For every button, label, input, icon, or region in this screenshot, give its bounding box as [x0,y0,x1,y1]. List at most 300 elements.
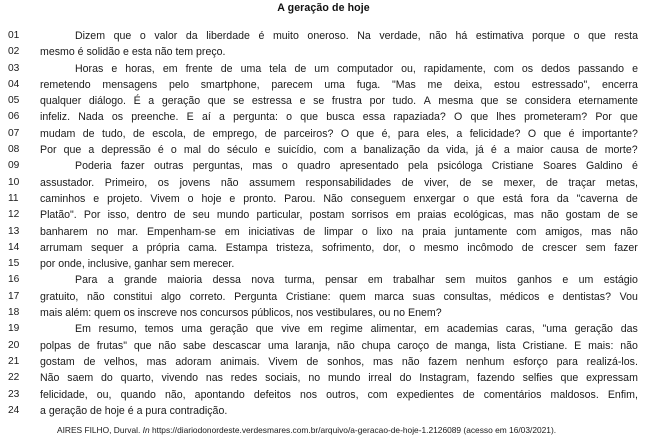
word: dentistas? [562,290,611,303]
word: "caverna [576,192,618,205]
word: caminhos [40,192,86,205]
word: iniciativas [248,225,295,238]
word: suas [412,290,435,303]
word: de [193,127,206,140]
word: um [314,62,330,75]
word: Cristiane. [522,339,568,352]
word: pergunta: [233,111,278,124]
word: a [107,274,114,287]
word: marca [374,290,404,303]
word: e [111,62,118,75]
word: smartphone, [200,78,260,91]
word: sorrisos [351,209,389,222]
word: projeto. [107,192,143,205]
word: o [286,111,293,124]
word: polpas [40,339,72,352]
text-line [0,240,647,256]
line-number: 07 [8,127,20,139]
word: mesmo [423,241,459,254]
word: qualquer [40,95,82,108]
word: computador [337,62,394,75]
word: própria [146,241,180,254]
line-text [40,224,638,240]
word: causa [550,144,579,157]
word: outros, [326,388,359,401]
word: o [409,241,416,254]
word: uma [240,62,262,75]
word: deixa, [454,78,483,91]
word: turma, [284,274,315,287]
line-number: 16 [8,274,20,286]
word: de [607,209,620,222]
word: da [185,30,198,42]
word: resta [614,30,638,42]
word: conseguem [350,192,406,205]
word: os [157,176,169,189]
word: os [111,111,124,124]
line-number: 14 [8,241,20,253]
word: os [521,62,534,75]
line-number: 05 [8,95,20,107]
word: Cristiane [491,160,534,173]
word: não [158,339,177,352]
word: nas [205,372,223,385]
word: mas [591,225,612,238]
word: ou, [96,388,112,401]
word: realizá-los. [586,355,638,368]
word: gratuito, [40,290,79,303]
word: Platão". [40,209,77,222]
word: Instagram, [419,372,470,385]
word: parecem [271,78,313,91]
word: geração [574,323,613,336]
word: dentro [136,209,167,222]
word: apresentado [339,160,399,173]
line-text [40,77,638,93]
word: horas, [125,62,155,75]
word: Não [323,192,343,205]
word: que [113,30,132,42]
line-text: a geração de hoje é a pura contradição. [40,404,228,417]
word: é [632,160,638,173]
word: se [481,176,494,189]
word: O [340,127,350,140]
line-number: 01 [8,30,20,41]
line-number: 19 [8,323,20,335]
word: jovens [179,176,211,189]
word: me [427,78,443,91]
word: não [220,176,239,189]
text-line [0,126,647,142]
word: sem [445,274,466,287]
word: gostam [40,355,75,368]
text-line [0,93,647,109]
word: diálogo. [88,95,126,108]
word: E [186,111,194,124]
word: que [543,127,562,140]
text-line [0,28,647,44]
word: emprego, [212,127,258,140]
word: Na [357,30,371,42]
word: sonhos, [327,355,365,368]
word: tudo. [392,95,417,108]
word: que [207,95,226,108]
word: mas [372,355,393,368]
word: em [307,323,323,336]
word: Enfim, [607,388,638,401]
word: outras [153,160,184,173]
word: Pergunta [234,290,278,303]
source-access-date: (acesso em 16/03/2021). [463,425,557,435]
text-line [0,354,647,370]
word: O [454,111,463,124]
word: hoje [201,192,222,205]
word: tela [269,62,287,75]
word: ecológicas, [453,209,507,222]
text-line [0,109,647,125]
word: e [632,62,638,75]
word: E [574,339,582,352]
line-text [40,370,638,386]
word: que [477,192,495,205]
word: lista [496,339,516,352]
text-line [0,224,647,240]
word: nova [251,274,275,287]
word: estou [494,78,520,91]
line-number: 09 [8,160,20,172]
word: do [101,372,113,385]
word: há [455,30,468,42]
word: de [303,225,316,238]
word: que [588,30,606,42]
word: particular, [256,209,303,222]
word: Poderia [75,160,112,173]
word: irreal [368,372,392,385]
word: frutas" [96,339,127,352]
word: Soares [543,160,577,173]
word: a [148,95,155,108]
text-line [0,77,647,93]
word: não [620,225,638,238]
word: mas [252,160,273,173]
line-number: 12 [8,209,20,221]
word: uma [181,323,202,336]
word: nos [299,388,318,401]
word: que [560,372,579,385]
word: saem [67,372,94,385]
word: mas [146,355,167,368]
word: viver, [424,176,449,189]
word: o [187,192,194,205]
line-number: 24 [8,404,20,416]
word: Por [40,144,57,157]
word: e [299,95,306,108]
text-line [0,191,647,207]
word: temos [144,323,174,336]
word: sofrimento, [321,241,375,254]
word: quadro [297,160,331,173]
word: geração [161,95,201,108]
line-text [40,158,638,174]
word: juntamente [454,225,508,238]
word: em [395,209,411,222]
source-in-label: In [142,425,150,435]
word: na [401,225,414,238]
word: não [337,339,355,352]
word: de [294,62,307,75]
word: busca [326,111,355,124]
line-text: mais além: quem os inscreve nos concursos públicos, nos vestibulares, ou no Enem? [40,307,442,320]
word: fazer [120,160,145,173]
word: Primeiro, [104,176,148,189]
word: quando [120,388,156,401]
word: pelo [168,78,189,91]
word: lhes [496,111,516,124]
word: academias [446,323,499,336]
word: se [233,95,245,108]
word: é [157,144,164,157]
word: se [626,209,638,222]
word: Por [595,111,612,124]
line-text [40,321,638,337]
word: pronto. [243,192,277,205]
word: traçar [568,176,596,189]
word: responsabilidades [305,176,392,189]
word: se [506,95,518,108]
line-number: 17 [8,290,20,302]
word: a [219,111,225,124]
text-line [0,370,647,386]
word: laranja, [295,339,331,352]
word: de [401,176,414,189]
word: velhos, [104,355,138,368]
word: de [78,339,90,352]
word: O [527,127,537,140]
line-number: 23 [8,388,20,400]
word: com [493,62,514,75]
word: geração [209,323,249,336]
source-author: AIRES FILHO, Durval. [57,425,141,435]
word: considera [524,95,571,108]
line-number: 20 [8,339,20,351]
word: dedos [541,62,571,75]
word: Empenham-se [146,225,216,238]
word: eles, [426,127,449,140]
word: maior [516,144,544,157]
word: Galdino [586,160,623,173]
word: já [475,144,484,157]
word: tudo, [102,127,126,140]
word: que [480,95,499,108]
word: porque [532,30,566,42]
word: sociais, [265,372,301,385]
word: prometeram? [524,111,588,124]
word: o [463,192,470,205]
word: muitos [475,274,507,287]
word: quarto, [120,372,154,385]
word: rapaziada? [393,111,446,124]
page-title: A geração de hoje [277,2,370,14]
line-number: 10 [8,176,20,188]
word: não [540,209,559,222]
line-text [40,191,638,207]
word: manga, [454,339,490,352]
line-number: 22 [8,372,20,384]
word: de [83,355,96,368]
word: fazendo [477,372,515,385]
word: Vivem [268,355,298,368]
word: estressado", [531,78,591,91]
word: constitui [113,290,153,303]
word: não [620,339,638,352]
word: maldosos. [550,388,599,401]
text-line [0,175,647,191]
word: dessa [212,274,241,287]
word: de [546,176,558,189]
text-line [0,142,647,158]
word: de [133,127,145,140]
word: defeitos [253,388,291,401]
word: que [300,111,318,124]
text-body [0,28,647,419]
word: fora [530,192,549,205]
word: médicos [499,290,540,303]
word: que [255,323,274,336]
word: estimativa [475,30,524,42]
text-line [0,338,647,354]
word: incômodo [467,241,514,254]
word: redes [230,372,258,385]
word: crescer [542,241,577,254]
word: eternamente [578,95,638,108]
text-line [0,289,647,305]
word: se [313,95,325,108]
text-line [0,305,647,321]
word: estágio [603,274,638,287]
word: século [226,144,258,157]
word: o [573,30,580,42]
word: "Mas [392,78,416,91]
word: limpar [324,225,353,238]
word: do [208,144,220,157]
word: encerra [601,78,638,91]
word: psicóloga [437,160,483,173]
word: alimentar, [370,323,417,336]
word: das [620,323,638,336]
line-number: 15 [8,258,20,270]
text-line [0,387,647,403]
word: isso, [107,209,130,222]
word: perguntas, [192,160,243,173]
line-text [40,240,638,256]
line-number: 13 [8,225,20,237]
word: que [356,127,375,140]
word: grande [124,274,158,287]
word: selfies [522,372,553,385]
word: consultas, [443,290,492,303]
word: mar. [117,225,139,238]
word: depressão [101,144,151,157]
word: mundo [216,209,250,222]
line-text: mesmo é solidão e esta não tem preço. [40,46,226,59]
word: de [264,127,277,140]
word: do [399,372,412,385]
word: a [456,127,463,140]
line-number: 04 [8,78,20,90]
word: arrumam [40,241,83,254]
word: mensagens [102,78,158,91]
word: é [490,144,497,157]
source-url: https://diariodonordeste.verdesmares.com.br/arquivo/a-geracao-de-hoje-1.2126089 [151,425,462,435]
word: o [139,30,146,42]
word: comentários [483,388,542,401]
word: o [281,160,288,173]
line-text [40,142,638,158]
word: a [88,144,95,157]
word: Dizem [75,30,106,42]
word: Em [75,323,91,336]
word: de [625,192,638,205]
word: que [63,144,82,157]
word: algo [160,290,181,303]
line-text [40,109,638,125]
word: preenche. [131,111,179,124]
word: dor, [382,241,401,254]
word: muito [272,30,299,42]
word: resumo, [98,323,137,336]
word: frustra [331,95,362,108]
word: da [556,192,569,205]
line-text [40,175,638,191]
word: caroço [397,339,430,352]
word: vida, [446,144,469,157]
word: em [162,62,178,75]
line-text [40,387,638,403]
word: banalização [363,144,421,157]
word: oneroso. [307,30,349,42]
word: no [308,372,321,385]
word: por [369,95,385,108]
line-text [40,338,638,354]
word: liberdade [206,30,250,42]
word: com [367,388,388,401]
word: de [173,209,186,222]
word: morte? [604,144,638,157]
word: trabalhar [392,274,435,287]
line-text: por onde, inclusive, ganhar sem merecer. [40,258,235,271]
word: uma [324,78,345,91]
word: apontando [194,388,245,401]
line-number: 02 [8,46,20,58]
word: postam [309,209,345,222]
word: chupa [361,339,391,352]
line-number: 08 [8,144,20,156]
word: em [367,274,383,287]
word: e [548,290,554,303]
word: mudam [40,127,76,140]
word: em [424,323,440,336]
word: ganhos [517,274,552,287]
line-number: 11 [8,192,19,204]
line-text [40,126,638,142]
word: expressam [586,372,638,385]
word: animais. [220,355,260,368]
word: caras, [505,323,535,336]
word: mexer, [503,176,536,189]
word: regime [330,323,363,336]
word: felicidade? [469,127,521,140]
word: uma [267,339,289,352]
